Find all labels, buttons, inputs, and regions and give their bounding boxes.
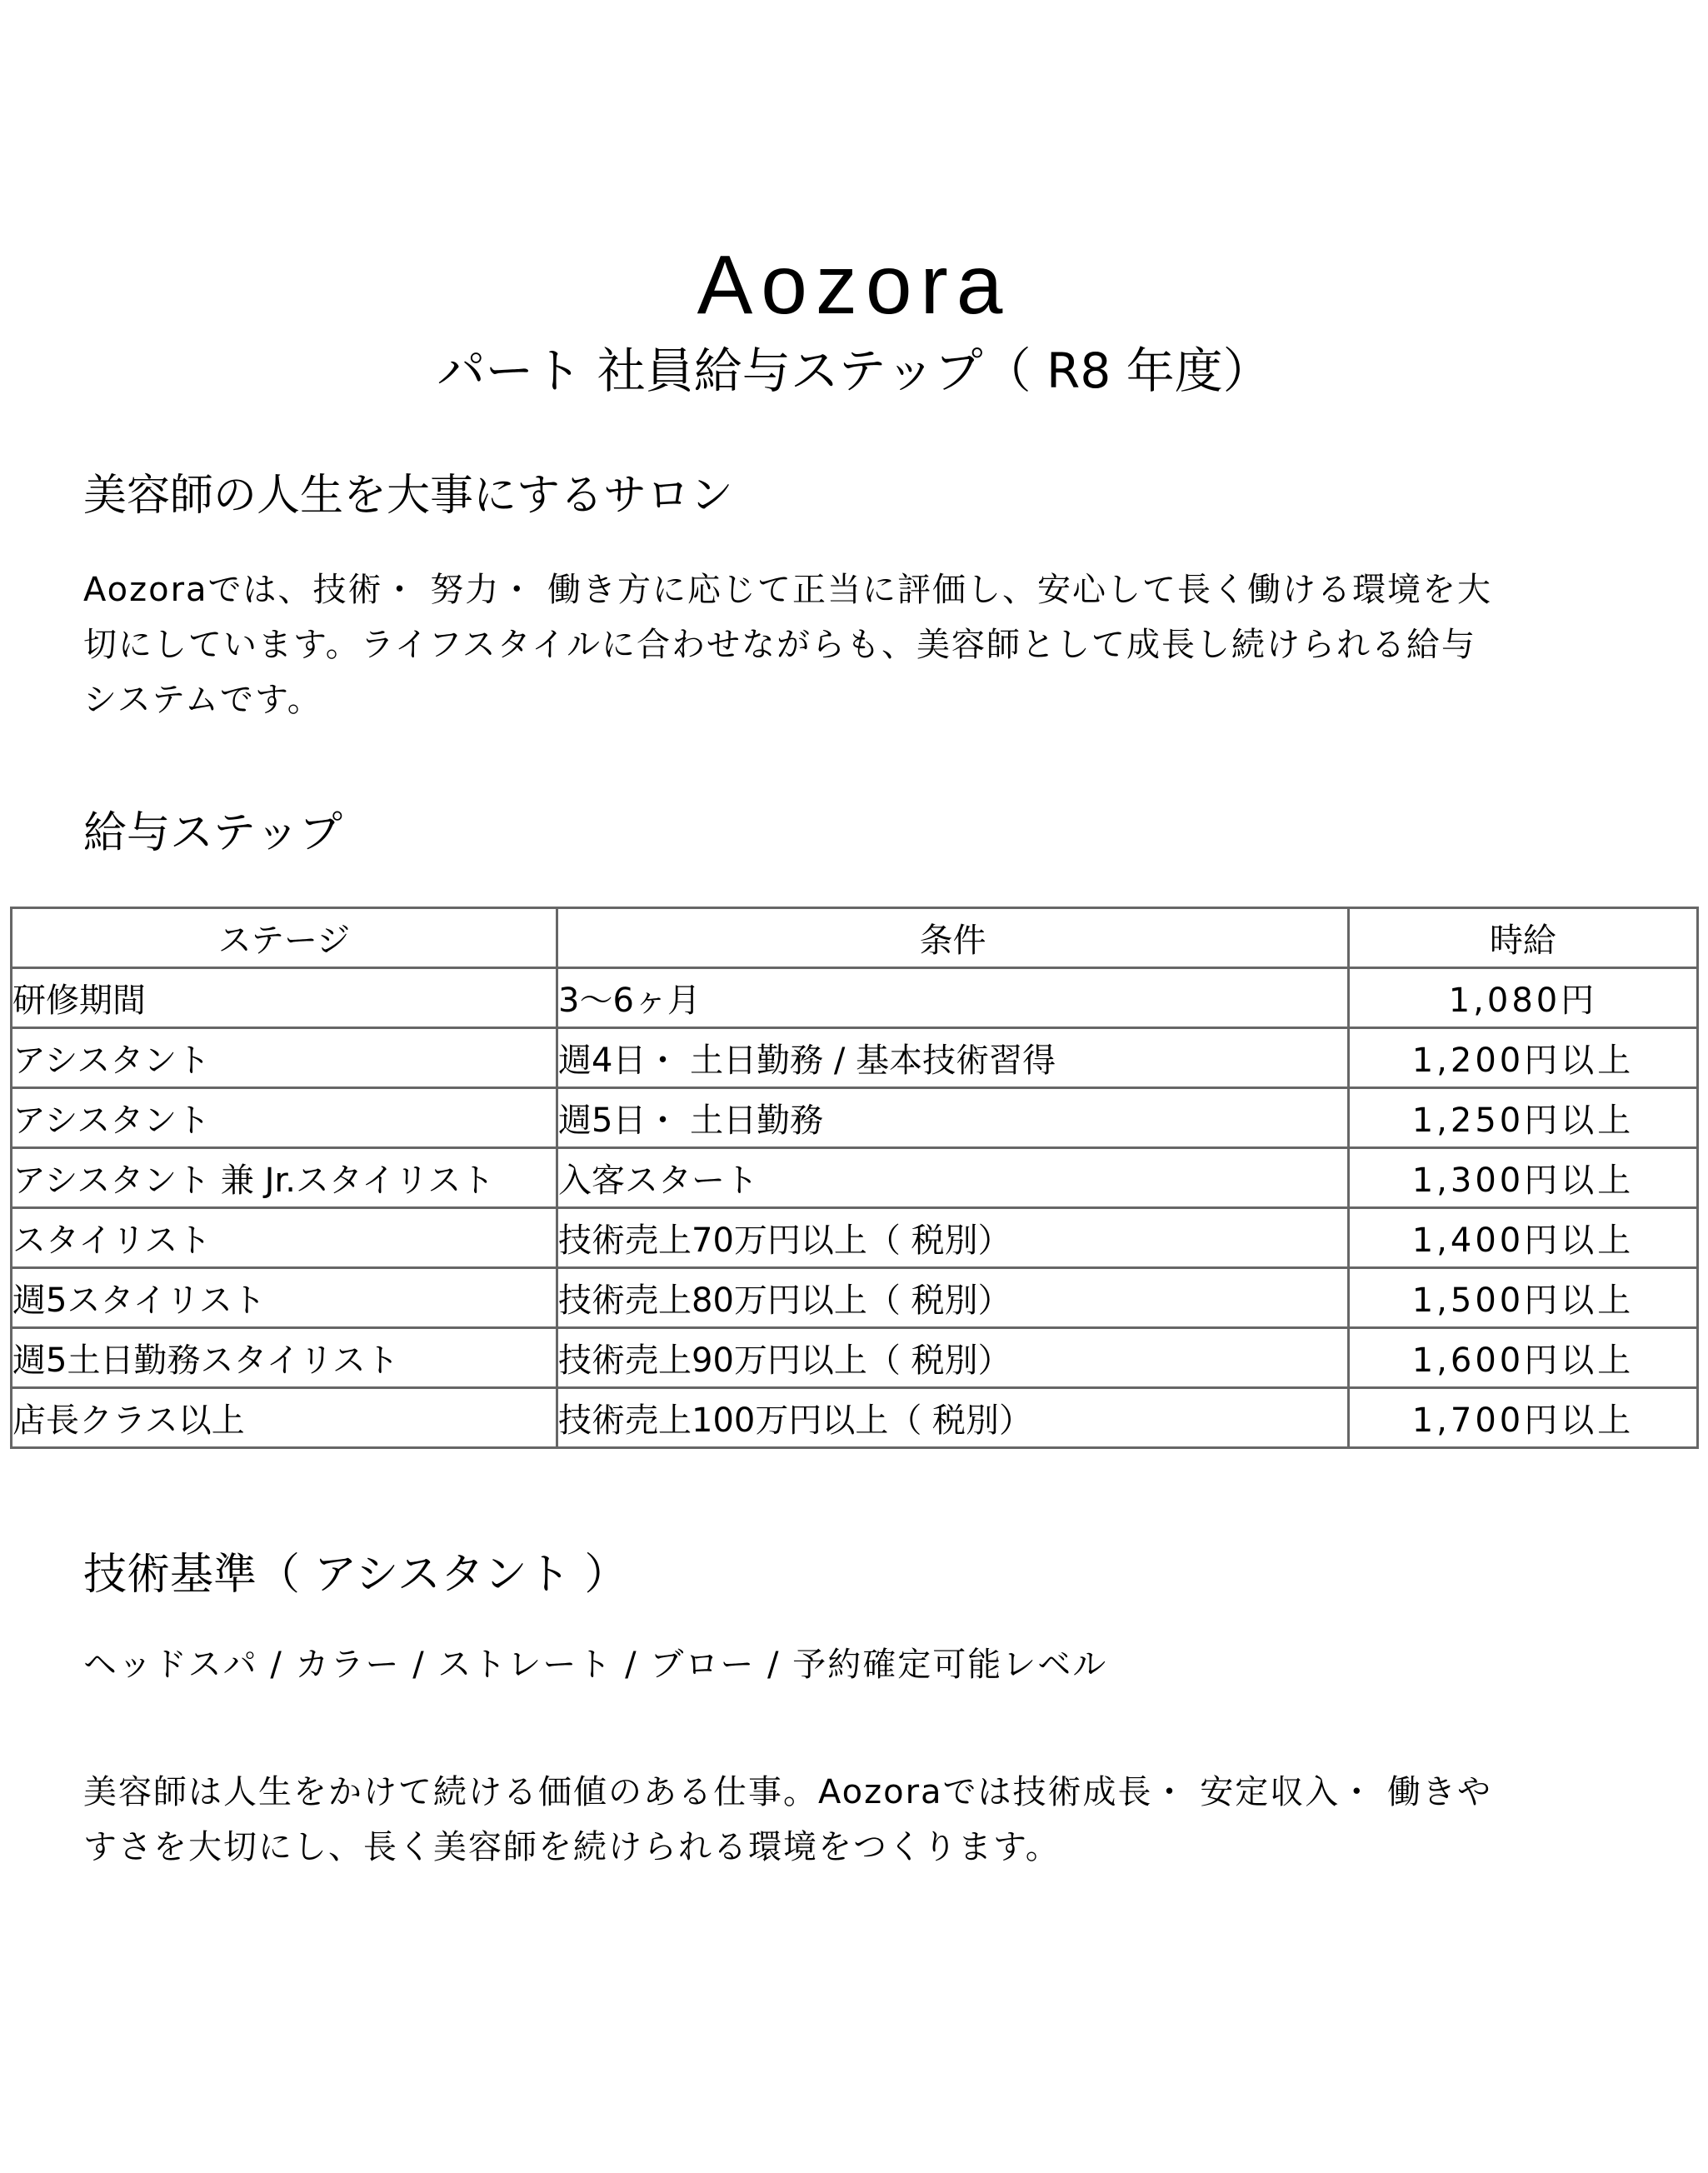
stage-cell: 店長クラス以上 <box>12 1388 557 1448</box>
condition-cell: 入客スタート <box>557 1148 1349 1208</box>
condition-cell: 技術売上70万円以上（ 税別） <box>557 1208 1349 1268</box>
wage-cell: 1,200円以上 <box>1349 1028 1698 1088</box>
stage-cell: スタイリスト <box>12 1208 557 1268</box>
wage-cell: 1,400円以上 <box>1349 1208 1698 1268</box>
stage-cell: アシスタント 兼 Jr.スタイリスト <box>12 1148 557 1208</box>
condition-cell: 週5日・ 土日勤務 <box>557 1088 1349 1148</box>
condition-cell: 技術売上90万円以上（ 税別） <box>557 1328 1349 1388</box>
condition-cell: 週4日・ 土日勤務 / 基本技術習得 <box>557 1028 1349 1088</box>
wage-cell: 1,300円以上 <box>1349 1148 1698 1208</box>
wage-cell: 1,700円以上 <box>1349 1388 1698 1448</box>
table-header-row <box>12 908 1698 968</box>
table-row <box>12 1328 1698 1388</box>
table-row <box>12 1088 1698 1148</box>
brand-title: Aozora <box>697 238 1011 332</box>
intro-line: システムです。 <box>83 681 322 719</box>
closing-paragraph <box>83 1765 1633 1875</box>
salary-steps-heading: 給与ステップ <box>83 808 342 858</box>
stage-cell: アシスタント <box>12 1088 557 1148</box>
table-row <box>12 1028 1698 1088</box>
closing-line: 美容師は人生をかけて続ける価値のある仕事。Aozoraでは技術成長・ 安定収入・ 働きや <box>83 1773 1492 1811</box>
skills-text: ヘッドスパ / カラー / ストレート / ブロー / 予約確定可能レベル <box>83 1646 1108 1684</box>
intro-line: Aozoraでは、技術・ 努力・ 働き方に応じて正当に評価し、安心して長く働ける環境を大 <box>83 571 1492 609</box>
condition-cell: 技術売上100万円以上（ 税別） <box>557 1388 1349 1448</box>
intro-paragraph <box>83 562 1633 727</box>
column-header-stage: ステージ <box>12 908 557 968</box>
salary-steps-table <box>10 907 1699 1449</box>
stage-cell: アシスタント <box>12 1028 557 1088</box>
page-subtitle: パート 社員給与ステップ（ R8 年度） <box>437 342 1271 399</box>
table-row <box>12 1268 1698 1328</box>
closing-line: すさを大切にし、長く美容師を続けられる環境をつくります。 <box>83 1828 1061 1866</box>
stage-cell: 週5土日勤務スタイリスト <box>12 1328 557 1388</box>
stage-cell: 週5スタイリスト <box>12 1268 557 1328</box>
table-row <box>12 1388 1698 1448</box>
table-row <box>12 968 1698 1028</box>
wage-cell: 1,600円以上 <box>1349 1328 1698 1388</box>
table-row <box>12 1208 1698 1268</box>
column-header-condition: 条件 <box>557 908 1349 968</box>
intro-heading: 美容師の人生を大事にするサロン <box>83 471 734 521</box>
wage-cell: 1,500円以上 <box>1349 1268 1698 1328</box>
column-header-wage: 時給 <box>1349 908 1698 968</box>
wage-cell: 1,250円以上 <box>1349 1088 1698 1148</box>
wage-cell: 1,080円 <box>1349 968 1698 1028</box>
skills-heading: 技術基準（ アシスタント ） <box>83 1550 628 1600</box>
condition-cell: 3～6ヶ月 <box>557 968 1349 1028</box>
table-row <box>12 1148 1698 1208</box>
intro-line: 切にしています。ライフスタイルに合わせながらも、美容師として成長し続けられる給与 <box>83 626 1476 664</box>
stage-cell: 研修期間 <box>12 968 557 1028</box>
condition-cell: 技術売上80万円以上（ 税別） <box>557 1268 1349 1328</box>
